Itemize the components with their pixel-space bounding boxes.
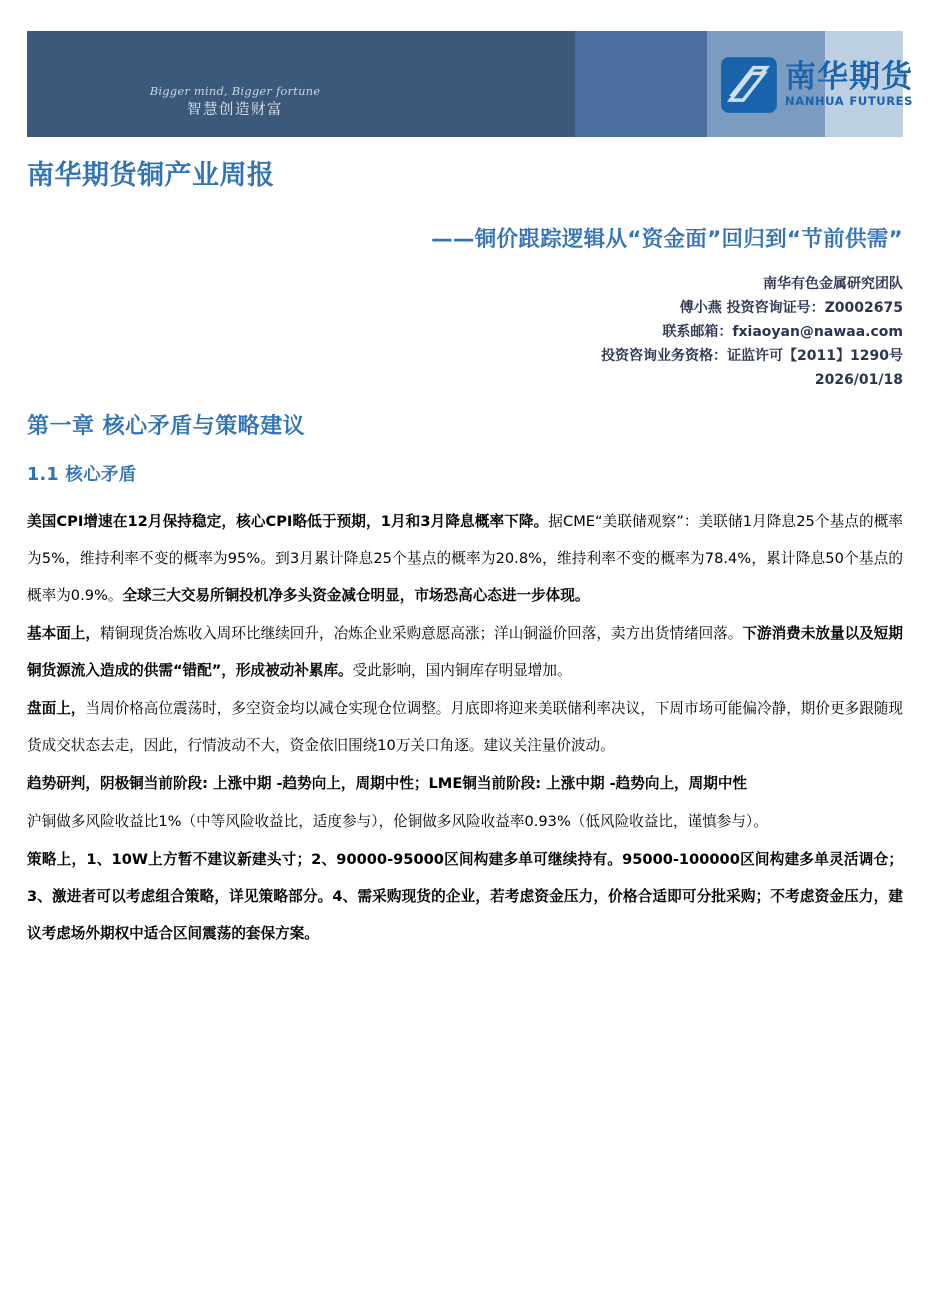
- p3-bold-lead: 盘面上，: [27, 700, 86, 717]
- author-team: 南华有色金属研究团队: [763, 276, 903, 292]
- author-email: 联系邮箱：fxiaoyan@nawaa.com: [662, 324, 903, 341]
- p5-plain: 沪铜做多风险收益比1%（中等风险收益比，适度参与），伦铜做多风险收益率0.93%（低风险收益比，谨慎参与）。: [27, 813, 768, 830]
- logo-english-name: [785, 96, 913, 108]
- paragraph-risk-reward: [27, 803, 903, 840]
- author-license: 投资咨询业务资格：证监许可【2011】1290号: [601, 348, 903, 365]
- banner-segment-dark: [27, 31, 575, 137]
- p2-plain-2: 受此影响，国内铜库存明显增加。: [352, 662, 572, 679]
- banner-segment-mid: [575, 31, 707, 137]
- paragraph-cpi: [27, 503, 903, 614]
- paragraph-strategy: [27, 841, 903, 952]
- p2-plain-1: 精铜现货冶炼收入周环比继续回升，冶炼企业采购意愿高涨；洋山铜溢价回落，卖方出货情绪回落。: [100, 625, 743, 642]
- author-info-block: [601, 272, 903, 392]
- tagline-english: Bigger mind, Bigger fortune: [149, 84, 321, 98]
- p6-bold: 策略上，1、10W上方暂不建议新建头寸；2、90000-95000区间构建多单可继续持有。95000-100000区间构建多单灵活调仓；3、激进者可以考虑组合策略，详见策略部分。4、需采购现货的企业，若考虑资金压力，价格合适即可分批采购；不考虑资金压力，建议考虑场外期权中适合区间震荡的套保方案。: [27, 851, 903, 942]
- sub-heading: 1.1 核心矛盾: [27, 465, 137, 485]
- report-body: [27, 503, 903, 952]
- logo-wordmark: [785, 59, 913, 109]
- company-logo: [720, 56, 913, 114]
- paragraph-fundamentals: [27, 615, 903, 689]
- logo-en-nanhua: NANHUA: [785, 94, 845, 109]
- tagline-chinese: 智慧创造财富: [187, 101, 283, 118]
- logo-chinese-name: 南华期货: [785, 59, 913, 96]
- p1-bold-tail: 全球三大交易所铜投机净多头资金减仓明显，市场恐高心态进一步体现。: [122, 587, 590, 604]
- p1-plain-body: 据CME“美联储观察”：美联储1月降息25个基点的概率为5%，维持利率不变的概率为95%。到3月累计降息25个基点的概率为20.8%，维持利率不变的概率为78.4%，累计降息50个基点的概率为0.9%。: [27, 513, 904, 604]
- page-title: 南华期货铜产业周报: [27, 160, 275, 191]
- paragraph-market: [27, 690, 903, 764]
- p2-bold-lead: 基本面上，: [27, 625, 100, 642]
- report-date: 2026/01/18: [814, 372, 903, 389]
- p3-plain-body: 当周价格高位震荡时，多空资金均以减仓实现仓位调整。月底即将迎来美联储利率决议，下周市场可能偏冷静，期价更多跟随现货成交状态去走，因此，行情波动不大，资金依旧围绕10万关口角逐。建议关注量价波动。: [27, 700, 903, 754]
- logo-en-futures: FUTURES: [849, 94, 913, 109]
- p2-bold-mid: 下游消费未放量以及短期铜货源流入造成的供需“错配”，形成被动补累库。: [27, 625, 903, 679]
- nanhua-logo-icon: [720, 56, 778, 114]
- p4-bold: 趋势研判，阴极铜当前阶段: 上涨中期 -趋势向上，周期中性；LME铜当前阶段: 上涨中期 -趋势向上，周期中性: [27, 775, 748, 792]
- author-analyst: 傅小燕 投资咨询证号：Z0002675: [679, 300, 903, 317]
- chapter-heading: 第一章 核心矛盾与策略建议: [27, 414, 306, 439]
- page-subtitle: ——铜价跟踪逻辑从“资金面”回归到“节前供需”: [431, 227, 903, 252]
- paragraph-trend-judgement: [27, 765, 903, 802]
- p1-bold-lead: 美国CPI增速在12月保持稳定，核心CPI略低于预期，1月和3月降息概率下降。: [27, 513, 549, 530]
